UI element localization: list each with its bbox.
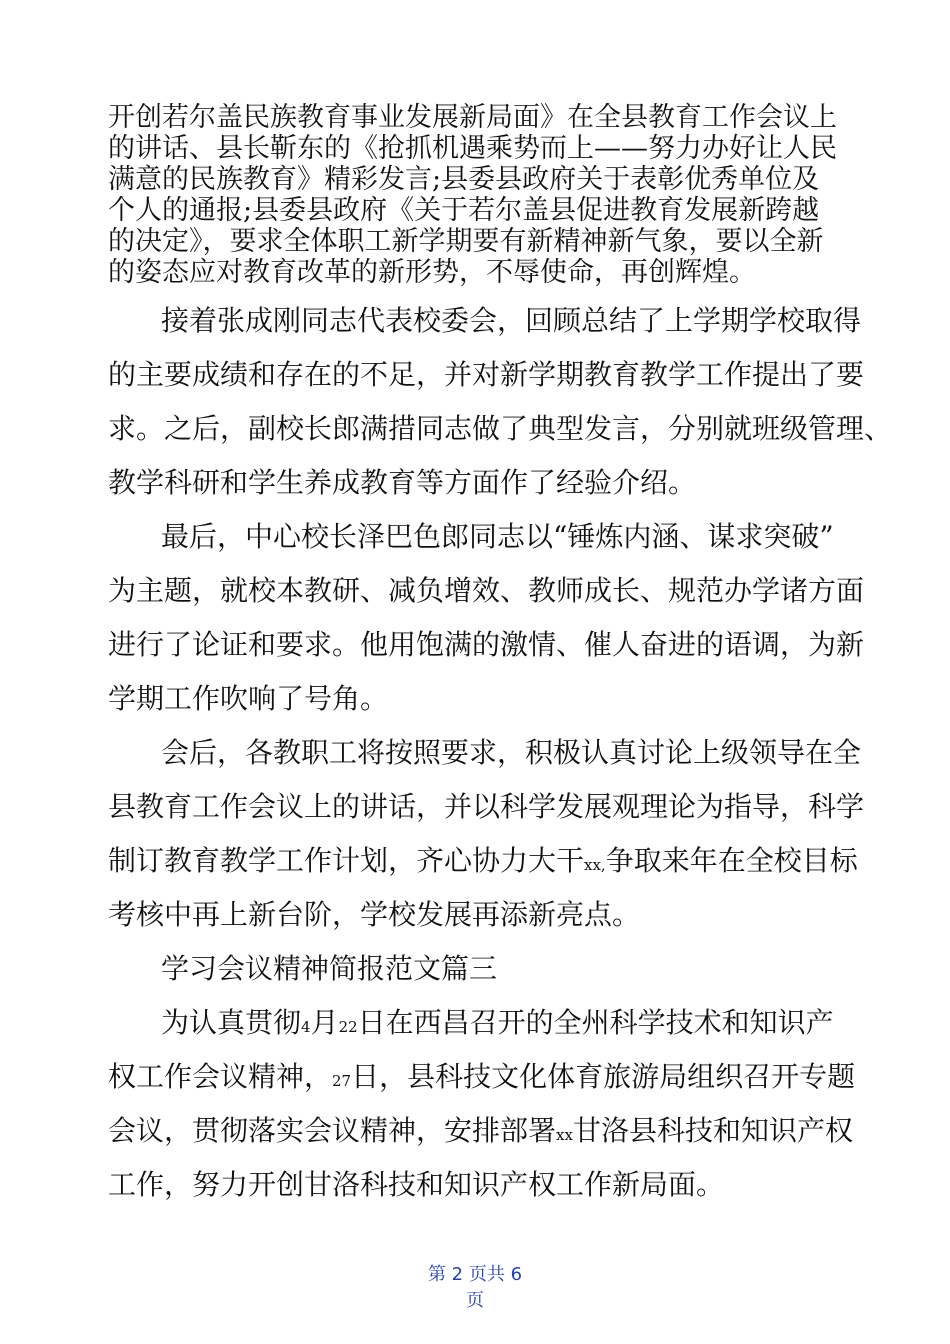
- text-segment: xx,: [584, 856, 606, 874]
- text-segment: 权工作会议精神，: [108, 1060, 333, 1093]
- text-segment: 27: [332, 1072, 352, 1090]
- text-line: 满意的民族教育》精彩发言;县委县政府关于表彰优秀单位及: [108, 164, 820, 195]
- text-segment: xx: [556, 1126, 573, 1144]
- text-line: 进行了论证和要求。他用饱满的激情、催人奋进的语调，为新: [108, 628, 865, 661]
- text-line: 会后，各教职工将按照要求，积极认真讨论上级领导在全: [161, 736, 862, 769]
- text-line: 考核中再上新台阶，学校发展再添新亮点。: [108, 898, 641, 931]
- text-segment: 22: [338, 1018, 358, 1036]
- text-line: 为主题，就校本教研、减负增效、教师成长、规范办学诸方面: [108, 574, 865, 607]
- text-segment: 为认真贯彻: [161, 1006, 302, 1039]
- text-segment: 日，县科技文化体育旅游局组织召开专题: [351, 1060, 856, 1093]
- page-footer: [0, 1262, 950, 1314]
- section-heading: 学习会议精神简报范文篇三: [161, 952, 498, 985]
- text-line: [108, 1050, 856, 1104]
- text-line: 的讲话、县长靳东的《抢抓机遇乘势而上——努力办好让人民: [108, 133, 837, 164]
- text-segment: 日在西昌召开的全州科学技术和知识产: [357, 1006, 834, 1039]
- text-line: 县教育工作会议上的讲话，并以科学发展观理论为指导，科学: [108, 790, 865, 823]
- text-line: 求。之后，副校长郎满措同志做了典型发言，分别就班级管理、: [108, 412, 893, 445]
- text-segment: 争取来年在全校目标: [605, 844, 858, 877]
- text-line: 的主要成绩和存在的不足，并对新学期教育教学工作提出了要: [108, 358, 865, 391]
- text-line: 教学科研和学生养成教育等方面作了经验介绍。: [108, 466, 697, 499]
- text-line: 最后，中心校长泽巴色郎同志以“锤炼内涵、谋求突破”: [161, 520, 834, 553]
- text-line: [108, 996, 848, 1050]
- text-line: [108, 1104, 853, 1158]
- text-segment: 会议，贯彻落实会议精神，安排部署: [108, 1114, 557, 1147]
- text-line: 的姿态应对教育改革的新形势，不辱使命，再创辉煌。: [108, 257, 756, 288]
- text-line: 开创若尔盖民族教育事业发展新局面》在全县教育工作会议上: [108, 102, 837, 133]
- text-line: 个人的通报;县委县政府《关于若尔盖县促进教育发展新跨越: [108, 195, 820, 226]
- text-segment: 4: [301, 1018, 311, 1036]
- body-paragraphs: [108, 294, 893, 1212]
- text-line: 学期工作吹响了号角。: [108, 682, 389, 715]
- text-line: 接着张成刚同志代表校委会，回顾总结了上学期学校取得: [161, 304, 862, 337]
- page-number-line-2: 页: [466, 1290, 484, 1311]
- text-line: 工作，努力开创甘洛科技和知识产权工作新局面。: [108, 1168, 725, 1201]
- text-line: [108, 834, 858, 888]
- page-number-line-1: 第 2 页共 6: [427, 1264, 523, 1285]
- intro-paragraph: [108, 102, 848, 288]
- text-segment: 月: [310, 1006, 339, 1039]
- text-segment: 制订教育教学工作计划，齐心协力大干: [108, 844, 585, 877]
- text-line: 的决定》，要求全体职工新学期要有新精神新气象，要以全新: [108, 226, 824, 257]
- text-segment: 甘洛县科技和知识产权: [572, 1114, 853, 1147]
